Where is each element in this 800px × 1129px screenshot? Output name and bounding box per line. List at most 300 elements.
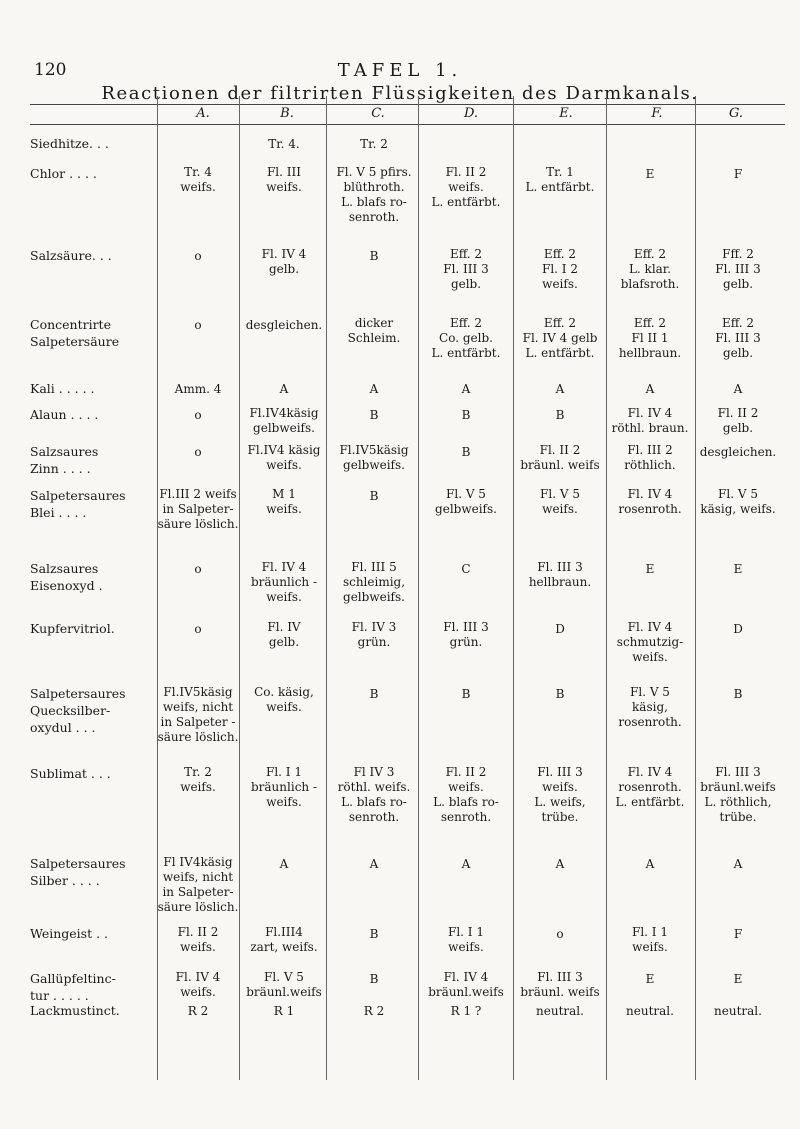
row-label-line: Chlor . . . . [30, 166, 97, 181]
cell-line: dicker [354, 316, 394, 330]
column-divider [239, 96, 240, 1080]
table-cell [194, 562, 201, 577]
table-cell [462, 408, 471, 423]
row-label-line: Salzsaures [30, 561, 99, 576]
cell-line: weifs. [180, 985, 216, 999]
cell-line: A [369, 857, 379, 871]
row-label-line: Sublimat . . . [30, 766, 111, 781]
cell-line: L. weifs, [534, 795, 586, 809]
table-cell [180, 165, 216, 195]
table-cell [370, 249, 379, 264]
cell-line: neutral. [536, 1004, 584, 1018]
table-cell [432, 316, 501, 361]
cell-line: säure löslich. [157, 730, 239, 744]
table-cell [526, 165, 595, 195]
cell-line: hellbraun. [618, 346, 682, 360]
cell-line: Fl. III 3 [537, 560, 583, 574]
cell-line: Fl. V 5 [630, 685, 670, 699]
table-cell [556, 687, 565, 702]
cell-line: Fl. V 5 pfirs. [336, 165, 412, 179]
cell-line: L. entfärbt. [525, 180, 595, 194]
cell-line: F [733, 167, 743, 181]
cell-line: weifs. [266, 700, 302, 714]
table-cell [461, 562, 470, 577]
cell-line: Fl. I 1 [266, 765, 302, 779]
cell-line: Fl. III [266, 165, 301, 179]
cell-line: A [279, 382, 289, 396]
cell-line: Eff. 2 [543, 247, 577, 261]
cell-line: o [194, 249, 202, 263]
cell-line: B [461, 445, 471, 459]
cell-line: röthlich. [624, 458, 676, 472]
cell-line: Co. gelb. [439, 331, 493, 345]
cell-line: trübe. [541, 810, 579, 824]
column-header-b: B. [280, 106, 294, 121]
cell-line: grün. [449, 635, 483, 649]
row-label [30, 560, 150, 594]
row-label [30, 247, 150, 264]
table-cell [246, 970, 322, 1000]
cell-line: A [369, 382, 379, 396]
table-cell [734, 972, 743, 987]
row-label [30, 380, 150, 397]
table-cell [428, 970, 504, 1000]
row-label-line: Blei . . . . [30, 505, 87, 520]
cell-line: A [733, 857, 743, 871]
table-cell [443, 620, 488, 650]
table-cell [338, 765, 411, 825]
cell-line: Fl. IV 4 [627, 487, 673, 501]
cell-line: Fl. I 1 [448, 925, 484, 939]
table-cell [540, 487, 580, 517]
cell-line: Tr. 4. [268, 137, 300, 151]
table-cell [646, 562, 655, 577]
cell-line: Fl. V 5 [446, 487, 486, 501]
cell-line: A [555, 857, 565, 871]
cell-line: Tr. 4 [184, 165, 212, 179]
table-cell [343, 560, 405, 605]
cell-line: Fl.III 2 weifs [159, 487, 237, 501]
table-cell [248, 443, 321, 473]
table-cell [700, 487, 775, 517]
table-cell [618, 487, 681, 517]
cell-line: L. blafs ro- [433, 795, 499, 809]
table-cell [339, 443, 408, 473]
cell-line: Fl. I 1 [632, 925, 668, 939]
row-label-line: Concentrirte [30, 317, 111, 332]
table-cell [364, 1004, 384, 1019]
row-label [30, 487, 150, 521]
table-cell [370, 408, 379, 423]
cell-line: käsig, [632, 700, 668, 714]
cell-line: weifs. [266, 795, 302, 809]
cell-line: weifs. [266, 458, 302, 472]
table-cell [626, 1004, 674, 1019]
table-cell [621, 247, 680, 292]
row-label-line: Zinn . . . . [30, 461, 91, 476]
top-rule [30, 104, 785, 105]
cell-line: bräunlich - [250, 575, 318, 589]
row-label [30, 970, 150, 1004]
cell-line: Fl. V 5 [264, 970, 304, 984]
cell-line: Fl. III 3 [715, 331, 761, 345]
cell-line: M 1 [272, 487, 296, 501]
row-label-line: Salpetersaures [30, 856, 126, 871]
cell-line: L. blafs ro- [341, 195, 407, 209]
cell-line: bräunl.weifs [246, 985, 322, 999]
cell-line: zart, weifs. [250, 940, 318, 954]
column-divider [326, 96, 327, 1080]
cell-line: L. entfärbt. [615, 795, 685, 809]
cell-line: E [645, 562, 655, 576]
table-cell [268, 137, 300, 152]
column-divider [157, 96, 158, 1080]
table-cell [158, 855, 239, 915]
table-cell [555, 622, 565, 637]
cell-line: B [369, 972, 379, 986]
cell-line: A [645, 857, 655, 871]
cell-line: Fl.III4 [265, 925, 303, 939]
table-cell [432, 165, 501, 210]
cell-line: A [555, 382, 565, 396]
cell-line: Fl. II 2 [445, 765, 487, 779]
cell-line: R 1 [273, 1004, 295, 1018]
table-subtitle: Reactionen der filtrirten Flüssigkeiten des Darmkanals. [101, 83, 699, 104]
cell-line: gelb. [722, 421, 754, 435]
column-divider [695, 96, 696, 1080]
cell-line: B [369, 489, 379, 503]
cell-line: weifs. [180, 940, 216, 954]
table-cell [194, 408, 201, 423]
table-cell [733, 622, 743, 637]
table-cell [443, 247, 488, 292]
cell-line: A [279, 857, 289, 871]
cell-line: senroth. [440, 810, 492, 824]
table-cell [700, 765, 776, 825]
table-cell [618, 685, 681, 730]
table-cell [249, 406, 318, 436]
cell-line: säure löslich. [157, 517, 239, 531]
table-cell [194, 318, 201, 333]
cell-line: blafsroth. [620, 277, 680, 291]
row-label [30, 620, 150, 637]
cell-line: Fff. 2 [722, 247, 754, 261]
cell-line: A [461, 857, 471, 871]
row-label-line: tur . . . . . [30, 988, 89, 1003]
cell-line: Fl. III 5 [351, 560, 397, 574]
cell-line: Fl. III 3 [715, 765, 761, 779]
table-cell [734, 562, 743, 577]
cell-line: B [369, 408, 379, 422]
cell-line: gelbweifs. [253, 421, 315, 435]
cell-line: grün. [357, 635, 391, 649]
row-label-line: oxydul . . . [30, 720, 96, 735]
table-cell [266, 165, 302, 195]
cell-line: Fl. II 2 [177, 925, 219, 939]
cell-line: B [555, 687, 565, 701]
row-label [30, 765, 150, 782]
cell-line: E [645, 167, 655, 181]
table-cell [462, 687, 471, 702]
table-cell [734, 167, 742, 182]
table-cell [370, 927, 379, 942]
cell-line: Schleim. [347, 331, 401, 345]
table-cell [542, 247, 578, 292]
table-cell [448, 925, 484, 955]
cell-line: Fl. II 2 [445, 165, 487, 179]
cell-line: hellbraun. [528, 575, 592, 589]
table-cell [556, 927, 563, 942]
table-cell [280, 382, 289, 397]
cell-line: Fl. IV 3 [351, 620, 397, 634]
cell-line: D [733, 622, 743, 636]
table-cell [250, 925, 317, 955]
cell-line: B [461, 408, 471, 422]
row-label [30, 135, 150, 152]
cell-line: Fl. II 2 [539, 443, 581, 457]
column-header-e: E. [559, 106, 573, 121]
table-cell [520, 970, 599, 1000]
row-label-line: Salzsäure. . . [30, 248, 112, 263]
cell-line: o [194, 445, 202, 459]
table-cell [715, 247, 760, 292]
table-cell [715, 316, 760, 361]
cell-line: gelb. [268, 635, 300, 649]
cell-line: käsig, weifs. [700, 502, 776, 516]
table-cell [523, 316, 598, 361]
cell-line: o [194, 562, 202, 576]
table-cell [536, 1004, 584, 1019]
column-header-g: G. [728, 106, 744, 121]
cell-line: B [369, 687, 379, 701]
row-label-line: Alaun . . . . [30, 407, 99, 422]
cell-line: B [733, 687, 743, 701]
cell-line: Fl. III 3 [537, 765, 583, 779]
table-cell [462, 445, 471, 460]
cell-line: Eff. 2 [721, 316, 755, 330]
cell-line: Fl.IV4käsig [249, 406, 319, 420]
table-cell [158, 487, 239, 532]
table-cell [700, 445, 777, 460]
cell-line: L. blafs ro- [341, 795, 407, 809]
table-cell [370, 972, 379, 987]
cell-line: C [461, 562, 471, 576]
table-cell [370, 687, 379, 702]
cell-line: gelbweifs. [343, 458, 405, 472]
cell-line: säure löslich. [157, 900, 239, 914]
table-cell [262, 247, 307, 277]
table-cell [360, 137, 388, 152]
cell-line: Amm. 4 [174, 382, 222, 396]
cell-line: schmutzig- [616, 635, 684, 649]
table-cell [352, 620, 397, 650]
cell-line: neutral. [626, 1004, 674, 1018]
cell-line: desgleichen. [699, 445, 777, 459]
cell-line: in Salpeter- [162, 502, 234, 516]
row-label-line: Salpetersäure [30, 334, 120, 349]
row-label-line: Salpetersaures [30, 488, 126, 503]
cell-line: B [555, 408, 565, 422]
row-label [30, 855, 150, 889]
table-cell [520, 443, 599, 473]
cell-line: weifs. [542, 502, 578, 516]
cell-line: Fl. IV 4 [261, 560, 307, 574]
table-cell [158, 685, 239, 745]
cell-line: Eff. 2 [633, 316, 667, 330]
table-cell [451, 1004, 482, 1019]
cell-line: A [733, 382, 743, 396]
cell-line: Fl. I 2 [542, 262, 578, 276]
table-cell [194, 445, 201, 460]
cell-line: Eff. 2 [633, 247, 667, 261]
cell-line: in Salpeter- [162, 885, 234, 899]
cell-line: B [369, 249, 379, 263]
cell-line: rosenroth. [618, 780, 682, 794]
cell-line: weifs. [266, 590, 302, 604]
cell-line: E [733, 562, 743, 576]
table-cell [370, 857, 379, 872]
cell-line: weifs. [180, 180, 216, 194]
column-header-d: D. [463, 106, 479, 121]
cell-line: weifs. [180, 780, 216, 794]
table-cell [616, 765, 685, 810]
cell-line: gelb. [268, 262, 300, 276]
cell-line: o [194, 622, 202, 636]
cell-line: Tr. 1 [546, 165, 574, 179]
cell-line: weifs. [266, 180, 302, 194]
cell-line: blüthroth. [343, 180, 405, 194]
cell-line: bräunl.weifs [700, 780, 776, 794]
cell-line: rosenroth. [618, 502, 682, 516]
cell-line: Fl. IV 4 [443, 970, 489, 984]
column-header-c: C. [371, 106, 385, 121]
table-cell [646, 972, 655, 987]
cell-line: L. entfärbt. [525, 346, 595, 360]
cell-line: Fl.IV5käsig [163, 685, 233, 699]
cell-line: Fl.IV4 käsig [247, 443, 321, 457]
cell-line: Fl IV 3 [353, 765, 395, 779]
table-cell [624, 443, 675, 473]
table-cell [280, 857, 289, 872]
cell-line: senroth. [348, 210, 400, 224]
column-header-f: F. [651, 106, 663, 121]
header-rule [30, 124, 785, 125]
row-label [30, 316, 150, 350]
row-label-line: Lackmustinct. [30, 1003, 120, 1018]
row-label [30, 1002, 150, 1019]
table-cell [176, 970, 221, 1000]
row-label-line: Weingeist . . [30, 926, 109, 941]
cell-line: in Salpeter - [160, 715, 236, 729]
table-title: TAFEL 1. [337, 60, 463, 81]
column-divider [418, 96, 419, 1080]
cell-line: bräunl.weifs [428, 985, 504, 999]
cell-line: bräunlich - [250, 780, 318, 794]
row-label [30, 443, 150, 477]
cell-line: weifs. [632, 650, 668, 664]
table-cell [556, 408, 565, 423]
table-cell [370, 382, 379, 397]
table-cell [435, 487, 497, 517]
cell-line: E [733, 972, 743, 986]
cell-line: senroth. [348, 810, 400, 824]
cell-line: Tr. 2 [184, 765, 212, 779]
table-cell [462, 857, 471, 872]
cell-line: B [461, 687, 471, 701]
table-cell [246, 318, 323, 333]
cell-line: D [555, 622, 565, 636]
column-header-a: A. [196, 106, 210, 121]
cell-line: Fl. IV [267, 620, 301, 634]
table-cell [734, 857, 743, 872]
table-cell [619, 316, 681, 361]
cell-line: R 2 [363, 1004, 385, 1018]
cell-line: Fl. III 3 [443, 262, 489, 276]
cell-line: weifs. [542, 780, 578, 794]
table-cell [267, 620, 300, 650]
cell-line: L. entfärbt. [431, 195, 501, 209]
cell-line: A [461, 382, 471, 396]
cell-line: Fl. II 2 [717, 406, 759, 420]
table-cell [180, 765, 216, 795]
table-cell [714, 1004, 762, 1019]
cell-line: desgleichen. [245, 318, 323, 332]
row-label-line: Kupfervitriol. [30, 621, 115, 636]
table-cell [612, 406, 689, 436]
cell-line: weifs. [542, 277, 578, 291]
cell-line: L. klar. [628, 262, 672, 276]
cell-line: bräunl. weifs [520, 985, 600, 999]
row-label [30, 165, 150, 182]
table-cell [534, 765, 585, 825]
cell-line: weifs. [266, 502, 302, 516]
table-cell [274, 1004, 294, 1019]
table-cell [646, 167, 655, 182]
row-label-line: Silber . . . . [30, 873, 100, 888]
row-label [30, 925, 150, 942]
table-cell [194, 249, 201, 264]
cell-line: R 1 ? [450, 1004, 482, 1018]
table-cell [251, 765, 317, 810]
cell-line: gelb. [722, 346, 754, 360]
cell-line: Fl. III 3 [443, 620, 489, 634]
table-cell [251, 560, 317, 605]
row-label-line: Eisenoxyd . [30, 578, 103, 593]
cell-line: Fl. V 5 [718, 487, 758, 501]
table-cell [348, 316, 401, 346]
cell-line: weifs. [448, 780, 484, 794]
cell-line: o [194, 318, 202, 332]
column-divider [513, 96, 514, 1080]
column-divider [606, 96, 607, 1080]
table-cell [462, 382, 471, 397]
table-cell [646, 857, 655, 872]
cell-line: röthl. weifs. [337, 780, 411, 794]
table-cell [188, 1004, 208, 1019]
cell-line: Eff. 2 [449, 316, 483, 330]
cell-line: Fl II 1 [631, 331, 669, 345]
page-number: 120 [34, 60, 67, 80]
cell-line: Tr. 2 [360, 137, 388, 151]
row-label [30, 406, 150, 423]
cell-line: Eff. 2 [543, 316, 577, 330]
cell-line: Fl. III 2 [627, 443, 673, 457]
table-cell [370, 489, 379, 504]
table-cell [734, 927, 742, 942]
cell-line: gelb. [722, 277, 754, 291]
cell-line: Fl. IV 4 [175, 970, 221, 984]
table-cell [734, 687, 743, 702]
